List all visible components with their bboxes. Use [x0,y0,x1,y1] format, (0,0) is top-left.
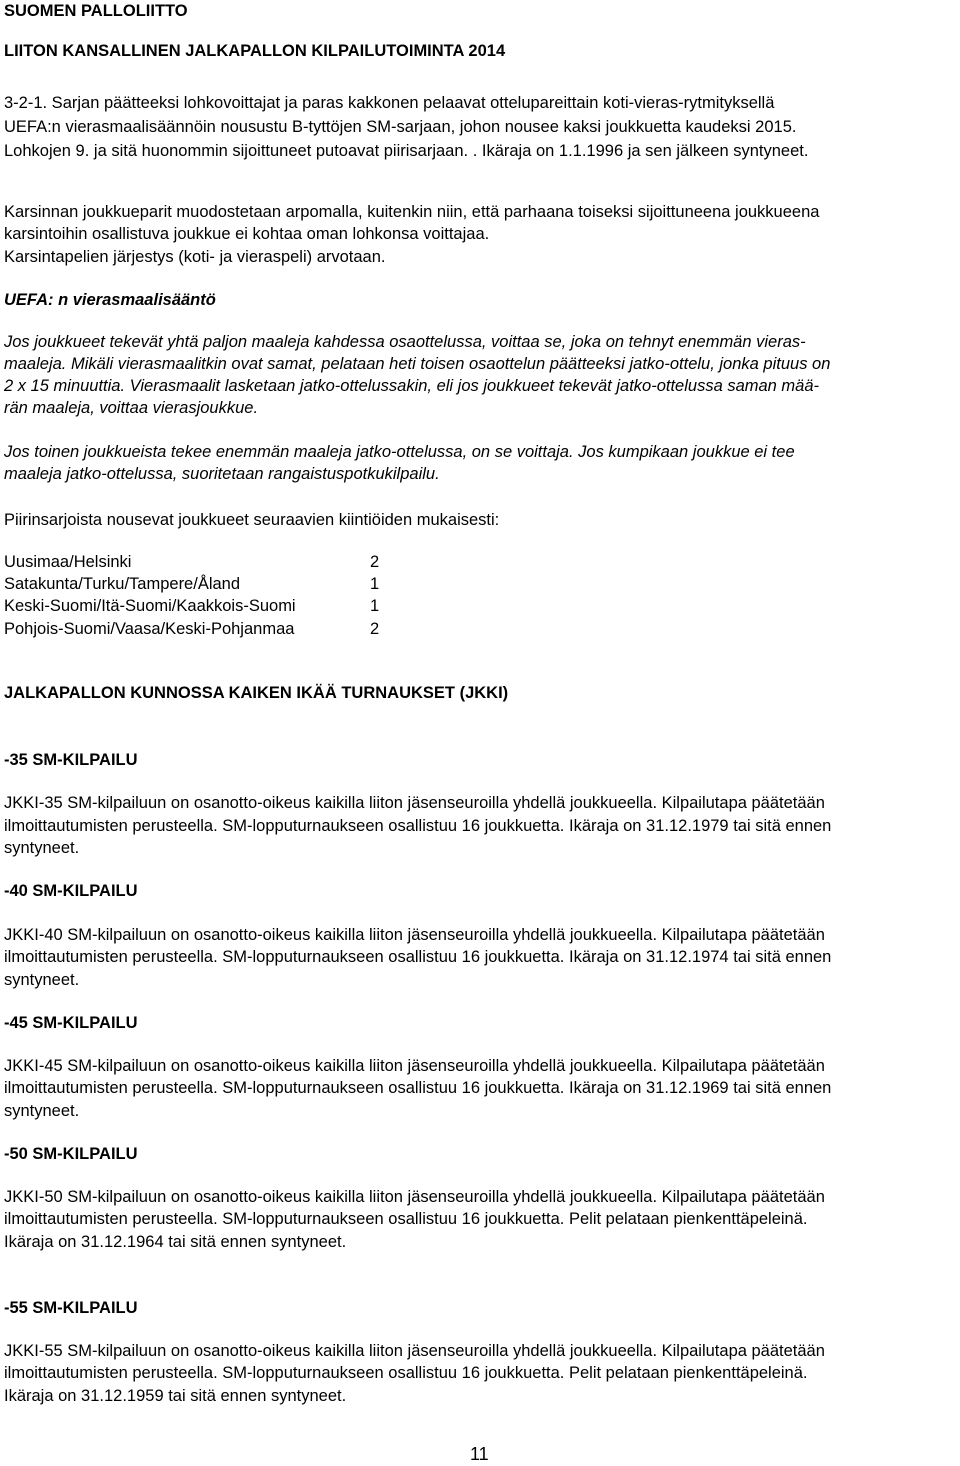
quota-row [4,618,380,640]
jkki-section-line: JKKI-55 SM-kilpailuun on osanotto-oikeus kaikilla liiton jäsenseuroilla yhdellä joukkueella. Kilpailutapa päätetään [4,1342,825,1360]
quota-region: Keski-Suomi/Itä-Suomi/Kaakkois-Suomi [4,597,296,615]
karsinta-line: Karsintapelien järjestys (koti- ja vieraspeli) arvotaan. [4,248,386,266]
jkki-section-title: -55 SM-KILPAILU [4,1299,138,1317]
jkki-section-line: JKKI-45 SM-kilpailuun on osanotto-oikeus kaikilla liiton jäsenseuroilla yhdellä joukkueella. Kilpailutapa päätetään [4,1057,825,1075]
quota-count: 2 [370,620,380,638]
document-subtitle: LIITON KANSALLINEN JALKAPALLON KILPAILUTOIMINTA 2014 [4,42,506,60]
jkki-section-line: JKKI-35 SM-kilpailuun on osanotto-oikeus kaikilla liiton jäsenseuroilla yhdellä joukkueella. Kilpailutapa päätetään [4,794,825,812]
document-org-name: SUOMEN PALLOLIITTO [4,2,188,20]
quota-region: Satakunta/Turku/Tampere/Åland [4,575,241,593]
quota-count: 2 [370,553,380,571]
jkki-section-line: syntyneet. [4,971,80,989]
jkki-section-line: ilmoittautumisten perusteella. SM-lopputurnaukseen osallistuu 16 joukkuetta. Ikäraja on 31.12.1974 tai sitä ennen [4,948,832,966]
jkki-section-line: ilmoittautumisten perusteella. SM-lopputurnaukseen osallistuu 16 joukkuetta. Pelit pelataan pienkenttäpeleinä. [4,1364,808,1382]
jkki-section-title: -40 SM-KILPAILU [4,882,138,900]
jkki-section-line: ilmoittautumisten perusteella. SM-lopputurnaukseen osallistuu 16 joukkuetta. Ikäraja on 31.12.1969 tai sitä ennen [4,1079,832,1097]
jkki-section-title: -35 SM-KILPAILU [4,751,138,769]
jkki-section-line: syntyneet. [4,1102,80,1120]
karsinta-line: Karsinnan joukkueparit muodostetaan arpomalla, kuitenkin niin, että parhaana toiseksi sijoittuneena joukkueena [4,203,820,221]
quota-region: Uusimaa/Helsinki [4,553,132,571]
quota-count: 1 [370,597,380,615]
uefa-rule-heading: UEFA: n vierasmaalisääntö [4,291,216,309]
uefa-rule-line: rän maaleja, voittaa vierasjoukkue. [4,399,259,417]
karsinta-line: karsintoihin osallistuva joukkue ei kohtaa oman lohkonsa voittajaa. [4,225,490,243]
jkki-section-line: syntyneet. [4,839,80,857]
uefa-rule-line: maaleja jatko-ottelussa, suoritetaan rangaistuspotkukilpailu. [4,465,440,483]
quota-row [4,551,380,573]
section-321-line: UEFA:n vierasmaalisäännöin nousustu B-tyttöjen SM-sarjaan, johon nousee kaksi joukkuetta kaudeksi 2015. [4,118,797,136]
uefa-rule-line: 2 x 15 minuuttia. Vierasmaalit lasketaan jatko-ottelussakin, eli jos joukkueet tekevät jatko-ottelussa saman mää- [4,377,820,395]
jkki-section-title: -50 SM-KILPAILU [4,1145,138,1163]
jkki-section-line: JKKI-40 SM-kilpailuun on osanotto-oikeus kaikilla liiton jäsenseuroilla yhdellä joukkueella. Kilpailutapa päätetään [4,926,825,944]
quota-region: Pohjois-Suomi/Vaasa/Keski-Pohjanmaa [4,620,295,638]
section-321-line: 3-2-1. Sarjan päätteeksi lohkovoittajat ja paras kakkonen pelaavat ottelupareittain koti-vieras-rytmityksellä [4,94,775,112]
jkki-heading: JALKAPALLON KUNNOSSA KAIKEN IKÄÄ TURNAUKSET (JKKI) [4,684,509,702]
uefa-rule-line: Jos joukkueet tekevät yhtä paljon maaleja kahdessa osaottelussa, voittaa se, joka on tehnyt enemmän vieras- [4,333,806,351]
jkki-section-line: ilmoittautumisten perusteella. SM-lopputurnaukseen osallistuu 16 joukkuetta. Pelit pelataan pienkenttäpeleinä. [4,1210,808,1228]
quota-intro: Piirinsarjoista nousevat joukkueet seuraavien kiintiöiden mukaisesti: [4,511,500,529]
page-number: 11 [470,1444,489,1464]
jkki-section-title: -45 SM-KILPAILU [4,1014,138,1032]
uefa-rule-line: Jos toinen joukkueista tekee enemmän maaleja jatko-ottelussa, on se voittaja. Jos kumpikaan joukkue ei tee [4,443,795,461]
jkki-section-line: JKKI-50 SM-kilpailuun on osanotto-oikeus kaikilla liiton jäsenseuroilla yhdellä joukkueella. Kilpailutapa päätetään [4,1188,825,1206]
jkki-section-line: Ikäraja on 31.12.1964 tai sitä ennen syntyneet. [4,1233,347,1251]
jkki-section-line: Ikäraja on 31.12.1959 tai sitä ennen syntyneet. [4,1387,347,1405]
jkki-section-line: ilmoittautumisten perusteella. SM-lopputurnaukseen osallistuu 16 joukkuetta. Ikäraja on 31.12.1979 tai sitä ennen [4,817,832,835]
quota-row [4,595,380,617]
uefa-rule-line: maaleja. Mikäli vierasmaalitkin ovat samat, pelataan heti toisen osaottelun päätteeksi jatko-ottelu, jonka pituus on [4,355,831,373]
section-321-line: Lohkojen 9. ja sitä huonommin sijoittuneet putoavat piirisarjaan. . Ikäraja on 1.1.1996 ja sen jälkeen syntyneet. [4,142,809,160]
quota-row [4,573,380,595]
quota-count: 1 [370,575,380,593]
